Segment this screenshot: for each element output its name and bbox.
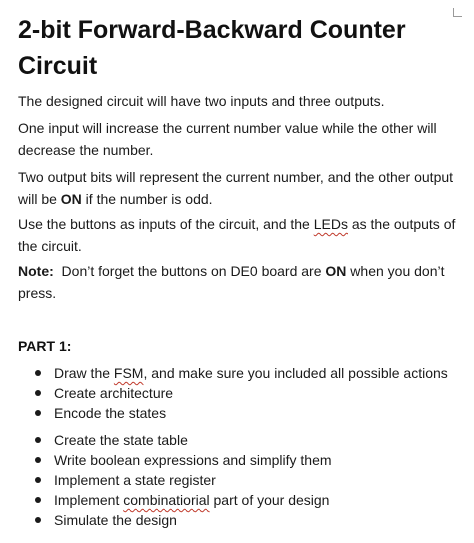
note-paragraph: [18, 260, 463, 304]
list-item-text: Create architecture: [54, 385, 174, 401]
list-item-text: Simulate the design: [54, 512, 177, 528]
list-item-text: Write boolean expressions and simplify them: [54, 452, 332, 468]
list-item-text: Draw the: [54, 365, 114, 381]
usage-text-start: Use the buttons as inputs of the circuit, and the: [18, 216, 314, 232]
usage-flagged-word: LEDs: [313, 216, 348, 232]
list-item-text-end: , and make sure you included all possible actions: [143, 365, 448, 381]
note-label: Note:: [18, 263, 54, 279]
outputs-text-start: Two output bits will represent the current number, and the other output will be: [18, 169, 454, 207]
task-list-two: [35, 430, 465, 530]
list-item: [35, 490, 465, 510]
note-text-start: Don’t forget the buttons on DE0 board are: [53, 263, 326, 279]
list-item: [35, 430, 465, 450]
list-item-flagged-word: combinatiorial: [123, 492, 210, 508]
part-one-heading: PART 1:: [18, 338, 72, 354]
list-item: [35, 363, 465, 383]
list-item: [35, 510, 465, 530]
intro-paragraph: The designed circuit will have two inputs and three outputs.: [18, 93, 385, 109]
usage-text-end: as the outputs of the circuit.: [18, 216, 456, 254]
outputs-on-emphasis: ON: [60, 191, 82, 207]
document-title: 2-bit Forward-Backward Counter Circuit: [18, 16, 406, 80]
list-item: [35, 450, 465, 470]
list-item: [35, 470, 465, 490]
note-text-end: when you don’t press.: [18, 263, 445, 301]
usage-paragraph: [18, 213, 463, 257]
list-item-flagged-word: FSM: [113, 365, 144, 381]
inputs-paragraph: One input will increase the current number value while the other will decrease the number.: [18, 120, 437, 158]
list-item: [35, 403, 465, 423]
list-item-text: Encode the states: [54, 405, 167, 421]
list-item-text: Implement: [54, 492, 124, 508]
outputs-paragraph: [18, 166, 463, 210]
note-on-emphasis: ON: [325, 263, 347, 279]
list-item-text-end: part of your design: [209, 492, 330, 508]
list-item-text: Create the state table: [54, 432, 188, 448]
list-item: [35, 383, 465, 403]
list-item-text: Implement a state register: [54, 472, 216, 488]
outputs-text-end: if the number is odd.: [81, 191, 213, 207]
task-list-one: [35, 363, 465, 423]
